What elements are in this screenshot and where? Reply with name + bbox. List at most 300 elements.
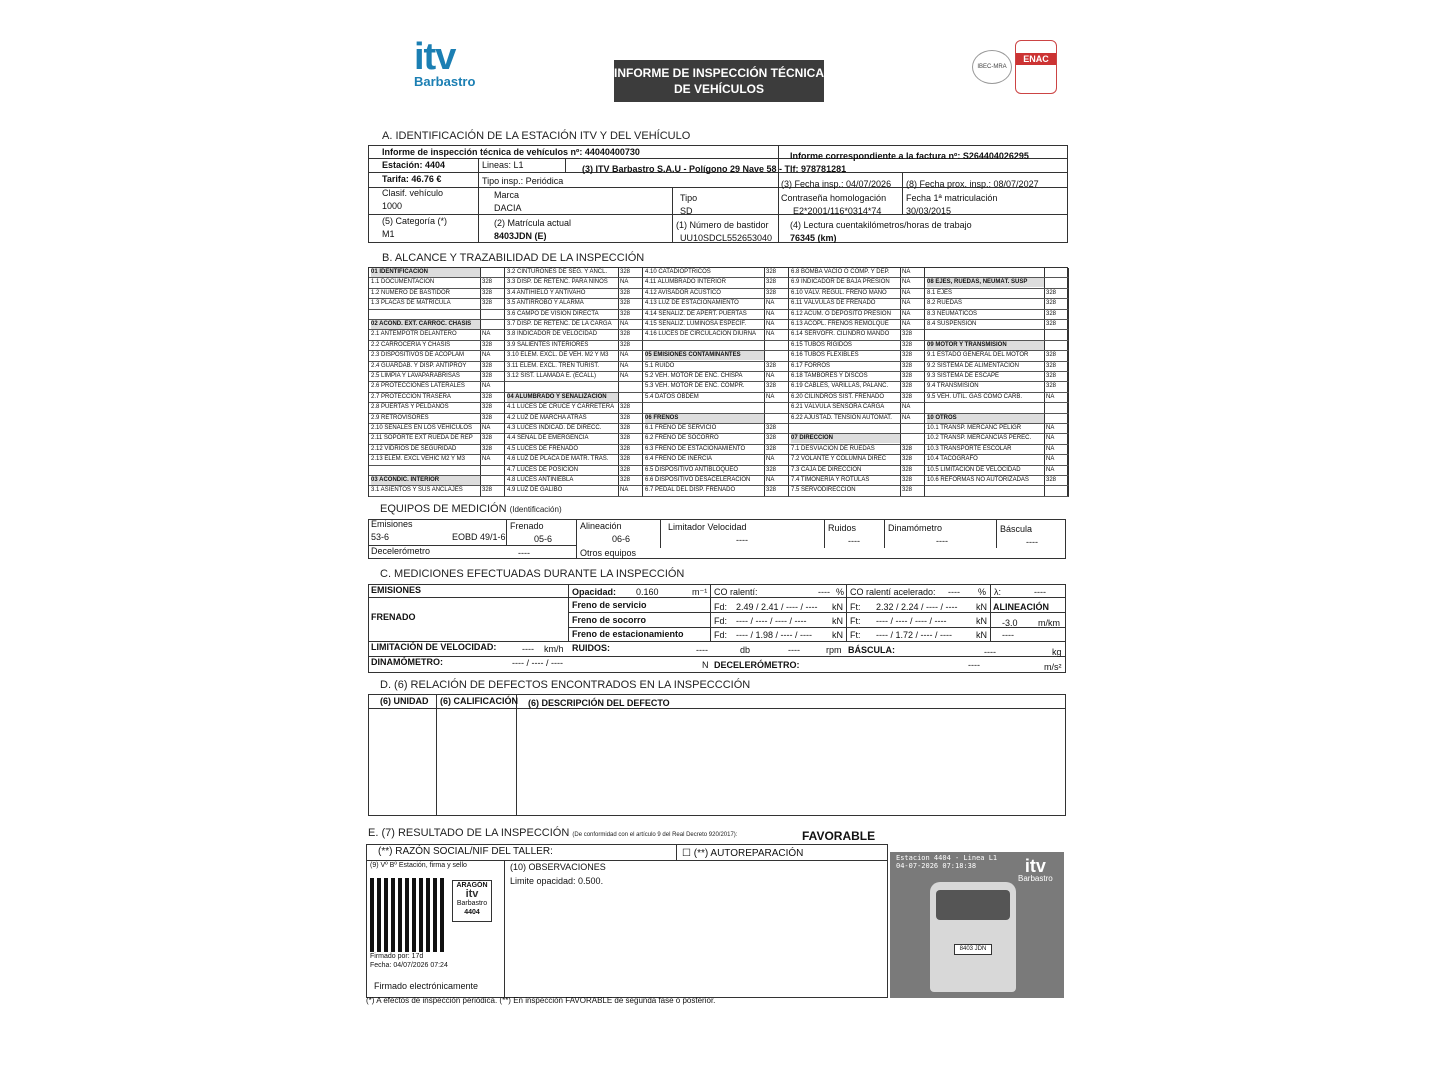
- informe-number: Informe de inspección técnica de vehículos nº: 44040400730: [382, 147, 640, 157]
- scope-item-code: NA: [618, 320, 640, 329]
- scope-item-code: NA: [900, 299, 922, 308]
- scope-row: [643, 466, 789, 476]
- eq-bascula-label: Báscula: [1000, 524, 1033, 534]
- scope-item-label: 4.10 CATADIÓPTRICOS: [645, 269, 711, 275]
- scope-row: [925, 320, 1069, 330]
- photo-logo-city: Barbastro: [1018, 874, 1053, 883]
- scope-row: [505, 351, 643, 361]
- scope-row: [643, 330, 789, 340]
- scope-item-code: 328: [618, 330, 640, 339]
- scope-row: [925, 466, 1069, 476]
- scope-row: [369, 341, 505, 351]
- scope-item-label: 2.9 RETROVISORES: [371, 414, 429, 421]
- scope-item-label: 6.15 TUBOS RÍGIDOS: [791, 341, 852, 348]
- eq-emisiones-v2: EOBD 49/1-6: [452, 532, 506, 542]
- scope-item-label: 4.16 LUCES DE CIRCULACIÓN DIURNA: [645, 331, 757, 338]
- scope-item-label: 9.4 TRANSMISIÓN: [927, 383, 979, 390]
- station-stamp: [452, 880, 492, 922]
- section-b-title: B. ALCANCE Y TRAZABILIDAD DE LA INSPECCIÓN: [382, 252, 645, 264]
- scope-item-label: 10.1 TRANSP. MERCANC PELIGR: [927, 425, 1022, 431]
- scope-row: [925, 434, 1069, 444]
- eq-dinamometro-label: Dinamómetro: [888, 523, 943, 533]
- c-socorro-ft: ---- / ---- / ---- / ----: [876, 616, 947, 626]
- scope-item-label: 4.7 LUCES DE POSICIÓN: [507, 466, 579, 473]
- scope-row: [369, 289, 505, 299]
- scope-item-code: NA: [1044, 424, 1066, 433]
- scope-row: [505, 414, 643, 424]
- scope-row: [789, 330, 925, 340]
- scope-item-code: 328: [1044, 351, 1066, 360]
- scope-item-label: 1.2 NÚMERO DE BASTIDOR: [371, 289, 451, 296]
- scope-item-label: 10 OTROS: [927, 414, 1045, 423]
- scope-row: [789, 486, 925, 496]
- scope-item-label: 10.4 TACÓGRAFO: [927, 456, 978, 463]
- scope-item-code: [480, 320, 502, 329]
- scope-item-label: 8.2 RUEDAS: [927, 300, 963, 307]
- stamp-logo: itv: [465, 888, 479, 900]
- scope-item-code: NA: [618, 278, 640, 287]
- scope-row: [369, 278, 505, 288]
- c-opacidad-label: Opacidad:: [572, 587, 617, 597]
- scope-item-code: 328: [618, 341, 640, 350]
- scope-item-label: 7.5 SERVODIRECCIÓN: [791, 487, 856, 494]
- scope-item-code: [480, 466, 502, 475]
- result-favorable: FAVORABLE: [802, 829, 876, 843]
- c-decelerometro: DECELERÓMETRO:: [714, 660, 800, 670]
- scope-item-label: 10.2 TRANSP. MERCANCÍAS PEREC.: [927, 435, 1032, 442]
- eq-frenado-label: Frenado: [510, 521, 544, 531]
- scope-row: [643, 455, 789, 465]
- scope-row: [369, 268, 505, 278]
- scope-item-label: 7.4 TIMONERÍA Y RÓTULAS: [791, 477, 870, 483]
- scope-row: [505, 445, 643, 455]
- scope-row: [369, 393, 505, 403]
- c-servicio-fd: 2.49 / 2.41 / ---- / ----: [736, 602, 818, 612]
- scope-row: [925, 403, 1069, 413]
- scope-item-code: [1044, 403, 1066, 412]
- scope-row: [789, 403, 925, 413]
- scope-item-code: [1044, 268, 1066, 277]
- scope-item-code: NA: [480, 424, 502, 433]
- scope-item-label: 3.8 INDICADOR DE VELOCIDAD: [507, 331, 598, 338]
- scope-item-label: 2.6 PROTECCIONES LATERALES: [371, 383, 465, 390]
- scope-item-label: 10.3 TRANSPORTE ESCOLAR: [927, 445, 1012, 452]
- scope-row: [505, 486, 643, 496]
- c-kn-6: kN: [976, 630, 987, 640]
- scope-item-code: 328: [900, 455, 922, 464]
- scope-item-code: 328: [618, 455, 640, 464]
- scope-item-code: 328: [618, 299, 640, 308]
- scope-row: [643, 445, 789, 455]
- scope-row: [505, 268, 643, 278]
- scope-item-label: 05 EMISIONES CONTAMINANTES: [645, 351, 765, 360]
- c-pct2: %: [978, 587, 987, 597]
- c-limitacion: LIMITACIÓN DE VELOCIDAD:: [371, 642, 497, 652]
- scope-row: [925, 393, 1069, 403]
- scope-item-label: 2.1 ANTEMPOTR DELANTERO: [371, 331, 457, 338]
- scope-row: [369, 414, 505, 424]
- c-ruidos: RUIDOS:: [572, 643, 610, 653]
- matric1-value: 30/03/2015: [906, 206, 952, 216]
- c-ms2: m/s²: [1044, 662, 1062, 672]
- scope-item-label: 4.5 LUCES DE FRENADO: [507, 445, 579, 452]
- c-rpm: rpm: [826, 645, 842, 655]
- scope-item-code: [618, 382, 640, 391]
- scope-item-code: NA: [900, 278, 922, 287]
- scope-item-label: 1.1 DOCUMENTACIÓN: [371, 279, 435, 286]
- c-kg: kg: [1052, 647, 1062, 657]
- observ-value: Limite opacidad: 0.500.: [510, 876, 604, 886]
- scope-row: [643, 268, 789, 278]
- scope-item-code: [1044, 341, 1066, 350]
- scope-row: [925, 382, 1069, 392]
- scope-item-label: 2.10 SEÑALES EN LOS VEHÍCULOS: [371, 425, 473, 431]
- scope-item-code: 328: [1044, 362, 1066, 371]
- scope-item-code: 328: [900, 466, 922, 475]
- c-pct1: %: [836, 587, 845, 597]
- scope-item-label: 9.2 SISTEMA DE ALIMENTACIÓN: [927, 362, 1019, 369]
- logo-subtext: Barbastro: [414, 74, 476, 89]
- c-socorro-fd: ---- / ---- / ---- / ----: [736, 616, 807, 626]
- scope-item-code: 328: [764, 424, 786, 433]
- scope-item-label: 06 FRENOS: [645, 414, 765, 423]
- scope-item-code: 328: [618, 403, 640, 412]
- scope-row: [643, 299, 789, 309]
- scope-item-code: NA: [900, 268, 922, 277]
- scope-row: [369, 320, 505, 330]
- vehicle-shape: [930, 882, 1016, 992]
- scope-item-code: 328: [618, 310, 640, 319]
- scope-item-code: NA: [618, 362, 640, 371]
- eq-emisiones-v1: 53-6: [371, 532, 390, 542]
- scope-row: [643, 393, 789, 403]
- scope-item-code: 328: [480, 486, 502, 495]
- scope-row: [789, 268, 925, 278]
- scope-row: [643, 434, 789, 444]
- checkbox-icon: ☐: [682, 848, 691, 859]
- scope-item-label: 5.2 VEH. MOTOR DE ENC. CHISPA: [645, 373, 743, 379]
- scope-item-code: NA: [764, 330, 786, 339]
- scope-item-code: NA: [764, 476, 786, 485]
- c-opacidad-unit: m⁻¹: [692, 587, 708, 597]
- scope-item-label: 6.20 CILINDROS SIST. FRENADO: [791, 393, 885, 400]
- section-d-title: D. (6) RELACIÓN DE DEFECTOS ENCONTRADOS EN LA INSPECCCIÓN: [380, 679, 751, 691]
- c-alineacion: ALINEACIÓN: [993, 602, 1049, 612]
- c-lambda-value: ----: [1034, 587, 1046, 597]
- scope-item-code: 328: [618, 434, 640, 443]
- scope-row: [505, 476, 643, 486]
- scope-item-label: 4.11 ALUMBRADO INTERIOR: [645, 279, 726, 286]
- c-estac-ft: ---- / 1.72 / ---- / ----: [876, 630, 952, 640]
- section-e-title-text: E. (7) RESULTADO DE LA INSPECCIÓN: [368, 827, 570, 839]
- razon-social: (**) RAZÓN SOCIAL/NIF DEL TALLER:: [378, 846, 553, 857]
- scope-row: [505, 341, 643, 351]
- scope-row: [369, 476, 505, 486]
- c-emisiones: EMISIONES: [371, 585, 422, 595]
- scope-row: [505, 434, 643, 444]
- scope-item-code: 328: [1044, 289, 1066, 298]
- scope-row: [789, 362, 925, 372]
- itv-barbastro-logo: [414, 36, 486, 96]
- scope-row: [643, 403, 789, 413]
- c-fd-3: Fd:: [714, 630, 728, 640]
- title-line-2: DE VEHÍCULOS: [673, 82, 764, 96]
- c-kn-3: kN: [832, 616, 843, 626]
- scope-row: [505, 310, 643, 320]
- scope-item-label: 01 IDENTIFICACIÓN: [371, 268, 481, 277]
- scope-item-label: 4.4 SEÑAL DE EMERGENCIA: [507, 435, 589, 442]
- c-co-acel: CO ralentí acelerado:: [850, 587, 936, 597]
- scope-item-code: 328: [764, 362, 786, 371]
- scope-item-code: 328: [480, 289, 502, 298]
- km-label: (4) Lectura cuentakilómetros/horas de trabajo: [790, 220, 972, 230]
- scope-row: [643, 486, 789, 496]
- firma-label: (9) Vº Bº Estación, firma y sello: [370, 862, 467, 869]
- eq-alineacion-value: 06-6: [612, 534, 631, 544]
- scope-item-code: NA: [764, 393, 786, 402]
- c-alineacion-value2: ----: [1002, 630, 1014, 640]
- d-col-calificacion: (6) CALIFICACIÓN: [440, 696, 518, 706]
- scope-item-label: 04 ALUMBRADO Y SEÑALIZACIÓN: [507, 393, 619, 402]
- c-db: db: [740, 645, 751, 655]
- c-dinamometro: DINAMÓMETRO:: [371, 657, 443, 667]
- scope-row: [925, 476, 1069, 486]
- scope-item-code: 328: [480, 362, 502, 371]
- scope-row: [789, 476, 925, 486]
- footer-note: (*) A efectos de inspección periódica. (**) En inspección FAVORABLE de segunda fase o posterior.: [366, 996, 716, 1005]
- scope-row: [643, 351, 789, 361]
- bastidor-label: (1) Número de bastidor: [676, 220, 769, 230]
- scope-item-label: 2.7 PROTECCIÓN TRASERA: [371, 393, 451, 400]
- c-ft-3: Ft:: [850, 630, 861, 640]
- scope-row: [925, 299, 1069, 309]
- scope-item-label: 4.1 LUCES DE CRUCE Y CARRETERA: [507, 404, 615, 411]
- tarifa: Tarifa: 46.76 €: [382, 174, 442, 184]
- section-e-title: [368, 827, 737, 839]
- scope-row: [925, 268, 1069, 278]
- scope-item-label: 6.3 FRENO DE ESTACIONAMIENTO: [645, 445, 746, 452]
- autoreparacion-label: (**) AUTOREPARACIÓN: [693, 848, 804, 859]
- scope-item-code: NA: [1044, 393, 1066, 402]
- scope-item-code: 328: [764, 466, 786, 475]
- c-kmh: km/h: [544, 644, 564, 654]
- c-kn-4: kN: [976, 616, 987, 626]
- scope-item-code: 328: [480, 414, 502, 423]
- scope-item-label: 3.7 DISP. DE RETENC. DE LA CARGA: [507, 321, 612, 327]
- section-a-title: A. IDENTIFICACIÓN DE LA ESTACIÓN ITV Y DEL VEHÍCULO: [382, 130, 691, 142]
- c-decelerometro-value: ----: [968, 660, 980, 670]
- c-opacidad-value: 0.160: [636, 587, 659, 597]
- equipos-title-text: EQUIPOS DE MEDICIÓN: [380, 503, 507, 515]
- scope-item-code: [764, 414, 786, 423]
- defectos-box: [368, 694, 1066, 816]
- section-c-title: C. MEDICIONES EFECTUADAS DURANTE LA INSPECCIÓN: [380, 568, 685, 580]
- inspection-scope-grid: [368, 267, 1068, 497]
- stamp-city: Barbastro: [456, 900, 488, 907]
- c-co-ralenti: CO ralentí:: [714, 587, 758, 597]
- scope-item-code: 328: [764, 278, 786, 287]
- scope-row: [505, 362, 643, 372]
- scope-item-code: NA: [900, 403, 922, 412]
- eq-decelerometro-label: Decelerómetro: [371, 546, 431, 556]
- scope-item-code: 328: [618, 268, 640, 277]
- scope-item-label: 3.5 ANTIRROBO Y ALARMA: [507, 300, 584, 307]
- c-ft-1: Ft:: [850, 602, 861, 612]
- scope-item-code: 328: [480, 299, 502, 308]
- scope-item-label: 6.9 INDICADOR DE BAJA PRESIÓN: [791, 279, 890, 286]
- scope-row: [925, 424, 1069, 434]
- c-dinamometro-value: ---- / ---- / ----: [512, 658, 563, 668]
- scope-item-code: 328: [900, 382, 922, 391]
- scope-row: [925, 289, 1069, 299]
- scope-item-code: 328: [480, 278, 502, 287]
- scope-item-label: 2.4 GUARDAB. Y DISP. ANTIPROY: [371, 362, 467, 369]
- scope-item-label: 3.3 DISP. DE RETENC. PARA NIÑOS: [507, 279, 608, 286]
- scope-item-code: [764, 341, 786, 350]
- scope-item-code: 328: [480, 434, 502, 443]
- scope-row: [505, 299, 643, 309]
- scope-row: [643, 310, 789, 320]
- scope-row: [369, 486, 505, 496]
- scope-item-code: NA: [900, 310, 922, 319]
- c-n: N: [702, 660, 709, 670]
- scope-row: [789, 445, 925, 455]
- scope-item-label: 1.3 PLACAS DE MATRÍCULA: [371, 300, 451, 307]
- scope-row: [505, 466, 643, 476]
- photo-stamp-station: Estacion 4404 - Linea L1: [896, 854, 998, 862]
- scope-item-label: 9.1 ESTADO GENERAL DEL MOTOR: [927, 352, 1029, 359]
- equipos-title-small: (Identificación): [509, 505, 562, 514]
- scope-item-code: 328: [480, 403, 502, 412]
- scope-item-label: 4.2 LUZ DE MARCHA ATRÁS: [507, 414, 587, 421]
- scope-item-code: NA: [480, 382, 502, 391]
- scope-item-label: 2.12 VIDRIOS DE SEGURIDAD: [371, 445, 457, 452]
- scope-row: [789, 289, 925, 299]
- categoria-value: M1: [382, 229, 395, 239]
- scope-item-code: 328: [480, 393, 502, 402]
- scope-item-label: 9.5 VEH. UTIL. GAS COMO CARB.: [927, 393, 1023, 400]
- scope-item-code: NA: [764, 455, 786, 464]
- scope-item-code: NA: [618, 372, 640, 381]
- fecha-insp: (3) Fecha insp.: 04/07/2026: [781, 179, 892, 189]
- scope-item-code: NA: [764, 310, 786, 319]
- scope-item-code: NA: [900, 289, 922, 298]
- scope-item-code: 328: [900, 476, 922, 485]
- scope-item-label: 8.4 SUSPENSIÓN: [927, 321, 977, 327]
- scope-item-label: 6.18 TAMBORES Y DISCOS: [791, 373, 868, 379]
- scope-item-label: 5.1 RUIDO: [645, 362, 675, 369]
- scope-row: [789, 320, 925, 330]
- scope-row: [505, 393, 643, 403]
- scope-item-label: 02 ACOND. EXT. CARROC. CHASIS: [371, 320, 481, 329]
- scope-item-label: 2.3 DISPOSITIVOS DE ACOPLAM: [371, 352, 465, 359]
- scope-item-code: 328: [1044, 299, 1066, 308]
- scope-row: [643, 320, 789, 330]
- scope-item-code: 328: [900, 341, 922, 350]
- scope-item-label: 6.11 VÁLVULAS DE FRENADO: [791, 300, 876, 307]
- scope-item-label: 7.3 CAJA DE DIRECCIÓN: [791, 466, 862, 473]
- scope-item-code: NA: [480, 330, 502, 339]
- matric1-label: Fecha 1ª matriculación: [906, 193, 998, 203]
- scope-row: [505, 403, 643, 413]
- eq-emisiones-label: Emisiones: [371, 519, 413, 529]
- scope-item-label: 3.12 SIST. LLAMADA E. (ECALL): [507, 373, 597, 379]
- scope-row: [369, 466, 505, 476]
- firmado-por: Firmado por: 17d: [370, 953, 424, 960]
- scope-item-label: 07 DIRECCIÓN: [791, 434, 901, 443]
- scope-item-label: 4.9 LUZ DE GÁLIBO: [507, 487, 563, 494]
- scope-row: [369, 372, 505, 382]
- scope-row: [789, 310, 925, 320]
- scope-item-label: 6.1 FRENO DE SERVICIO: [645, 425, 717, 431]
- scope-item-code: 328: [1044, 310, 1066, 319]
- observ-label: (10) OBSERVACIONES: [510, 862, 606, 872]
- scope-item-label: 2.11 SOPORTE EXT RUEDA DE REP: [371, 435, 473, 442]
- c-fd-1: Fd:: [714, 602, 728, 612]
- scope-item-label: 6.13 ACOPL. FRENOS REMOLQUE: [791, 321, 889, 327]
- c-ruidos-value2: ----: [788, 645, 800, 655]
- scope-item-code: [618, 393, 640, 402]
- scope-row: [643, 382, 789, 392]
- eq-otros-label: Otros equipos: [580, 548, 637, 558]
- categoria-label: (5) Categoría (*): [382, 216, 448, 226]
- scope-item-code: NA: [1044, 466, 1066, 475]
- eq-dinamometro-value: ----: [936, 536, 948, 546]
- scope-item-code: 328: [764, 445, 786, 454]
- scope-item-label: 4.8 LUCES ANTINIEBLA: [507, 477, 574, 483]
- scope-item-label: 03 ACONDIC. INTERIOR: [371, 476, 481, 485]
- scope-item-code: NA: [764, 299, 786, 308]
- scope-row: [369, 330, 505, 340]
- photo-stamp-date: 04-07-2026 07:18:38: [896, 862, 977, 870]
- scope-item-code: 328: [764, 434, 786, 443]
- scope-item-code: [1044, 414, 1066, 423]
- scope-item-label: 8.1 EJES: [927, 289, 953, 296]
- fecha-prox: (8) Fecha prox. insp.: 08/07/2027: [906, 179, 1039, 189]
- c-ruidos-value: ----: [696, 645, 708, 655]
- autoreparacion-field[interactable]: [682, 848, 803, 859]
- scope-item-code: 328: [618, 476, 640, 485]
- scope-row: [789, 455, 925, 465]
- c-servicio: Freno de servicio: [572, 600, 647, 610]
- scope-item-code: 328: [618, 289, 640, 298]
- scope-item-code: [764, 403, 786, 412]
- homolog-label: Contraseña homologación: [781, 193, 887, 203]
- scope-item-label: 5.4 DATOS OBDEM: [645, 393, 699, 400]
- c-kn-5: kN: [832, 630, 843, 640]
- scope-item-label: 6.12 ACUM. O DEPÓSITO PRESIÓN: [791, 310, 891, 317]
- scope-item-label: 3.1 ASIENTOS Y SUS ANCLAJES: [371, 487, 463, 494]
- scope-item-label: 6.14 SERVOFR. CILINDRO MANDO: [791, 331, 890, 338]
- scope-row: [789, 299, 925, 309]
- scope-item-code: 328: [480, 445, 502, 454]
- scope-row: [369, 299, 505, 309]
- clasif-label: Clasif. vehículo: [382, 188, 444, 198]
- scope-item-code: 328: [1044, 476, 1066, 485]
- scope-item-code: [1044, 486, 1066, 495]
- scope-item-code: 328: [900, 362, 922, 371]
- scope-row: [369, 434, 505, 444]
- scope-row: [643, 278, 789, 288]
- scope-row: [369, 362, 505, 372]
- c-frenado: FRENADO: [371, 612, 416, 622]
- scope-row: [789, 434, 925, 444]
- scope-row: [789, 414, 925, 424]
- scope-row: [925, 372, 1069, 382]
- scope-item-code: 328: [764, 486, 786, 495]
- homolog-value: E2*2001/116*0314*74: [793, 206, 882, 216]
- c-estac-fd: ---- / 1.98 / ---- / ----: [736, 630, 812, 640]
